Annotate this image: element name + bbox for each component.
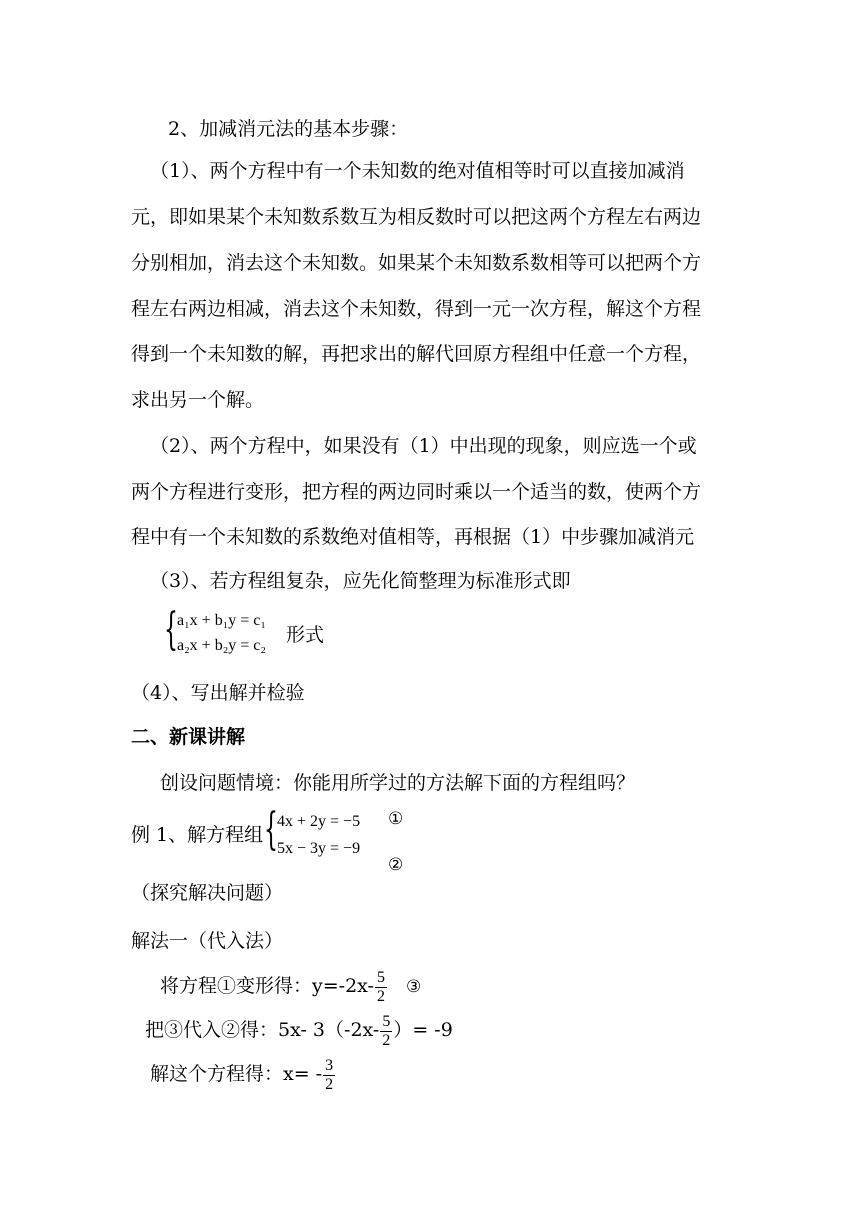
fraction-denominator: 2 — [382, 1031, 391, 1049]
step-text: 解这个方程得：x= - — [150, 1063, 323, 1085]
circled-2-mark: ② — [388, 855, 404, 875]
paragraph-line: 求出另一个解。 — [131, 389, 265, 411]
equation: 5x − 3y = −9 — [277, 840, 361, 857]
paragraph-line: 元，即如果某个未知数系数互为相反数时可以把这两个方程左右两边 — [131, 206, 702, 228]
fraction — [380, 1013, 392, 1050]
solution-step — [145, 1010, 453, 1050]
fraction — [323, 1057, 335, 1094]
fraction-denominator: 2 — [325, 1075, 334, 1093]
paragraph-line: 分别相加，消去这个未知数。如果某个未知数系数相等可以把两个方 — [131, 252, 702, 274]
equation: a₂x + b₂y = c₂ — [177, 637, 266, 654]
paragraph-line: （4）、写出解并检验 — [131, 682, 305, 704]
circled-3-mark: ③ — [405, 977, 422, 997]
solution-step — [160, 966, 421, 1007]
equation: 4x + 2y = −5 — [277, 813, 361, 830]
method-heading: 解法一（代入法） — [131, 930, 284, 952]
paragraph-line: 得到一个未知数的解，再把求出的解代回原方程组中任意一个方程， — [131, 343, 702, 365]
left-brace: { — [264, 804, 278, 855]
fraction — [375, 969, 387, 1006]
step-text: 把③代入②得：5x- 3（-2x- — [145, 1019, 380, 1041]
step-text: 将方程①变形得：y=-2x- — [160, 975, 374, 997]
fraction-denominator: 2 — [376, 987, 385, 1005]
section-title: 二、新课讲解 — [131, 726, 246, 748]
solution-step — [150, 1054, 336, 1094]
circled-1-mark: ① — [388, 809, 404, 829]
explore-text: （探究解决问题） — [131, 882, 284, 904]
paragraph-line: 程左右两边相减，消去这个未知数，得到一元一次方程，解这个方程 — [131, 298, 702, 320]
fraction-numerator: 5 — [376, 968, 385, 986]
step-text: ）= -9 — [393, 1019, 453, 1041]
left-brace: { — [164, 604, 178, 655]
intro-text: 创设问题情境：你能用所学过的方法解下面的方程组吗？ — [160, 772, 636, 794]
paragraph-line: 程中有一个未知数的系数绝对值相等，再根据（1）中步骤加减消元 — [131, 526, 695, 548]
example-label: 例 1、解方程组 — [131, 824, 264, 846]
steps-heading: 2、加减消元法的基本步骤： — [168, 118, 409, 140]
paragraph-line: （3）、若方程组复杂，应先化简整理为标准形式即 — [150, 570, 571, 592]
paragraph-line: （2）、两个方程中，如果没有（1）中出现的现象，则应选一个或 — [150, 435, 697, 457]
form-suffix: 形式 — [286, 624, 325, 646]
equation: a₁x + b₁y = c₁ — [177, 612, 266, 629]
fraction-numerator: 5 — [382, 1012, 391, 1030]
paragraph-line: 两个方程进行变形，把方程的两边同时乘以一个适当的数，使两个方 — [131, 481, 702, 503]
fraction-numerator: 3 — [325, 1056, 334, 1074]
paragraph-line: （1）、两个方程中有一个未知数的绝对值相等时可以直接加减消 — [150, 160, 685, 182]
